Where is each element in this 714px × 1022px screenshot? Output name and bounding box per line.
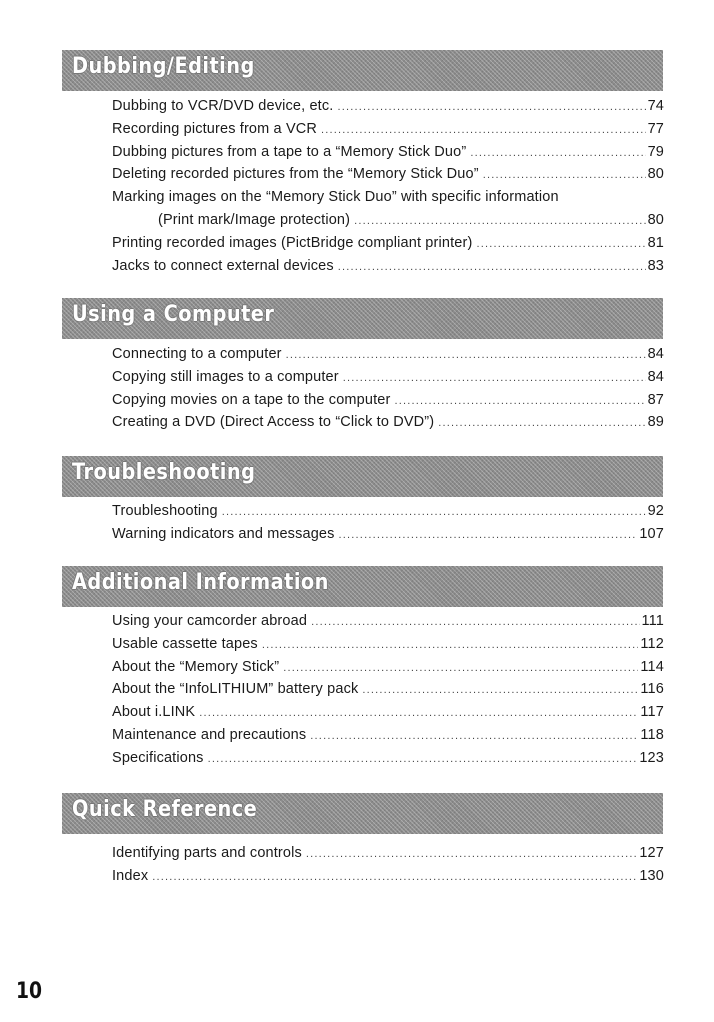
- toc-entry-label: Warning indicators and messages: [112, 523, 339, 546]
- toc-entry-page: 123: [639, 749, 664, 766]
- section-title: Dubbing/Editing: [72, 54, 255, 79]
- leader-dots: [311, 611, 639, 634]
- toc-entry-label: Specifications: [112, 747, 208, 770]
- leader-dots: [306, 843, 637, 866]
- toc-entry-label: Dubbing to VCR/DVD device, etc.: [112, 95, 337, 118]
- section-entries-dubbing-editing: [112, 95, 664, 277]
- toc-entry[interactable]: [112, 610, 664, 633]
- leader-dots: [362, 679, 638, 702]
- toc-entry[interactable]: [112, 141, 664, 164]
- toc-entry[interactable]: [112, 747, 664, 770]
- toc-entry-page: 83: [647, 257, 664, 274]
- toc-entry[interactable]: [112, 500, 664, 523]
- toc-entry[interactable]: [112, 724, 664, 747]
- toc-entry[interactable]: [112, 842, 664, 865]
- leader-dots: [262, 634, 639, 657]
- toc-entry[interactable]: [112, 523, 664, 546]
- toc-entry-label: Troubleshooting: [112, 500, 222, 523]
- toc-entry-page: 84: [647, 346, 664, 362]
- leader-dots: [339, 524, 638, 547]
- toc-entry-label: Maintenance and precautions: [112, 724, 310, 747]
- toc-entry[interactable]: [112, 411, 664, 434]
- toc-entry-page: 87: [647, 391, 664, 408]
- section-entries-troubleshooting: [112, 500, 664, 546]
- toc-entry[interactable]: [112, 678, 664, 701]
- section-banner-using-a-computer: [62, 298, 663, 339]
- toc-entry-page: 84: [647, 368, 664, 385]
- toc-entry-label: Using your camcorder abroad: [112, 610, 311, 633]
- toc-entry-label: Deleting recorded pictures from the “Memory Stick Duo”: [112, 163, 483, 186]
- section-title: Using a Computer: [72, 302, 275, 327]
- toc-entry-page: 130: [639, 867, 664, 884]
- leader-dots: [286, 344, 646, 367]
- toc-entry-label: Connecting to a computer: [112, 343, 286, 366]
- toc-entry-label: Jacks to connect external devices: [112, 255, 338, 278]
- toc-entry-page: 74: [647, 98, 664, 114]
- leader-dots: [394, 390, 645, 413]
- toc-entry-page: 77: [647, 120, 664, 137]
- toc-entry-label: Identifying parts and controls: [112, 842, 306, 865]
- leader-dots: [470, 142, 645, 165]
- leader-dots: [321, 119, 646, 142]
- leader-dots: [208, 748, 638, 771]
- section-title: Quick Reference: [72, 797, 258, 822]
- leader-dots: [152, 866, 637, 889]
- toc-entry-label: About the “Memory Stick”: [112, 656, 283, 679]
- toc-entry[interactable]: [112, 865, 664, 888]
- leader-dots: [222, 501, 646, 524]
- section-banner-troubleshooting: [62, 456, 663, 497]
- toc-entry-page: 111: [641, 613, 664, 629]
- toc-entry[interactable]: [112, 163, 664, 186]
- toc-entry-label-continued: (Print mark/Image protection): [158, 209, 354, 232]
- leader-dots: [283, 657, 638, 680]
- toc-entry-label: About the “InfoLITHIUM” battery pack: [112, 678, 362, 701]
- leader-dots: [338, 256, 646, 279]
- page-number: 10: [16, 979, 43, 1004]
- toc-entry-page: 89: [647, 414, 664, 431]
- toc-entry[interactable]: [112, 255, 664, 278]
- toc-entry-page: 80: [647, 211, 664, 228]
- toc-entry-page: 112: [640, 635, 664, 652]
- toc-entry-label: Copying still images to a computer: [112, 366, 343, 389]
- toc-entry-label: Copying movies on a tape to the computer: [112, 389, 394, 412]
- leader-dots: [310, 725, 638, 748]
- toc-entry-label: Marking images on the “Memory Stick Duo” with specific information: [112, 189, 559, 206]
- toc-entry-page: 117: [640, 704, 664, 721]
- toc-entry-page: 79: [647, 143, 664, 160]
- toc-entry-label: Creating a DVD (Direct Access to “Click to DVD”): [112, 411, 438, 434]
- toc-entry-page: 118: [640, 726, 664, 743]
- toc-entry[interactable]: [112, 343, 664, 366]
- toc-entry[interactable]: [112, 701, 664, 724]
- toc-entry-label: Recording pictures from a VCR: [112, 118, 321, 141]
- toc-entry-label: Usable cassette tapes: [112, 633, 262, 656]
- toc-entry-page: 81: [647, 234, 664, 251]
- section-banner-quick-reference: [62, 793, 663, 834]
- leader-dots: [337, 96, 645, 119]
- toc-entry[interactable]: [112, 656, 664, 679]
- leader-dots: [476, 233, 645, 256]
- toc-entry[interactable]: [112, 366, 664, 389]
- toc-entry[interactable]: [112, 389, 664, 412]
- leader-dots: [483, 164, 646, 187]
- leader-dots: [354, 210, 645, 233]
- section-entries-using-a-computer: [112, 343, 664, 434]
- toc-entry[interactable]: [112, 118, 664, 141]
- toc-entry-page: 127: [639, 845, 664, 861]
- section-banner-additional-information: [62, 566, 663, 607]
- toc-entry-label: Index: [112, 865, 152, 888]
- section-entries-additional-information: [112, 610, 664, 770]
- toc-entry[interactable]: [112, 232, 664, 255]
- section-banner-dubbing-editing: [62, 50, 663, 91]
- toc-entry[interactable]: [112, 633, 664, 656]
- section-entries-quick-reference: [112, 842, 664, 888]
- toc-entry-page: 116: [640, 681, 664, 698]
- toc-entry-page: 114: [640, 658, 664, 675]
- toc-entry-label: Printing recorded images (PictBridge compliant printer): [112, 232, 476, 255]
- section-title: Troubleshooting: [72, 460, 256, 485]
- toc-entry-label: Dubbing pictures from a tape to a “Memory Stick Duo”: [112, 141, 470, 164]
- leader-dots: [199, 702, 638, 725]
- toc-entry[interactable]: [112, 186, 664, 232]
- section-title: Additional Information: [72, 570, 329, 595]
- toc-entry-page: 80: [647, 166, 664, 183]
- toc-entry-page: 107: [639, 525, 664, 542]
- leader-dots: [343, 367, 646, 390]
- toc-entry[interactable]: [112, 95, 664, 118]
- toc-entry-page: 92: [647, 503, 664, 519]
- toc-entry-label: About i.LINK: [112, 701, 199, 724]
- leader-dots: [438, 412, 645, 435]
